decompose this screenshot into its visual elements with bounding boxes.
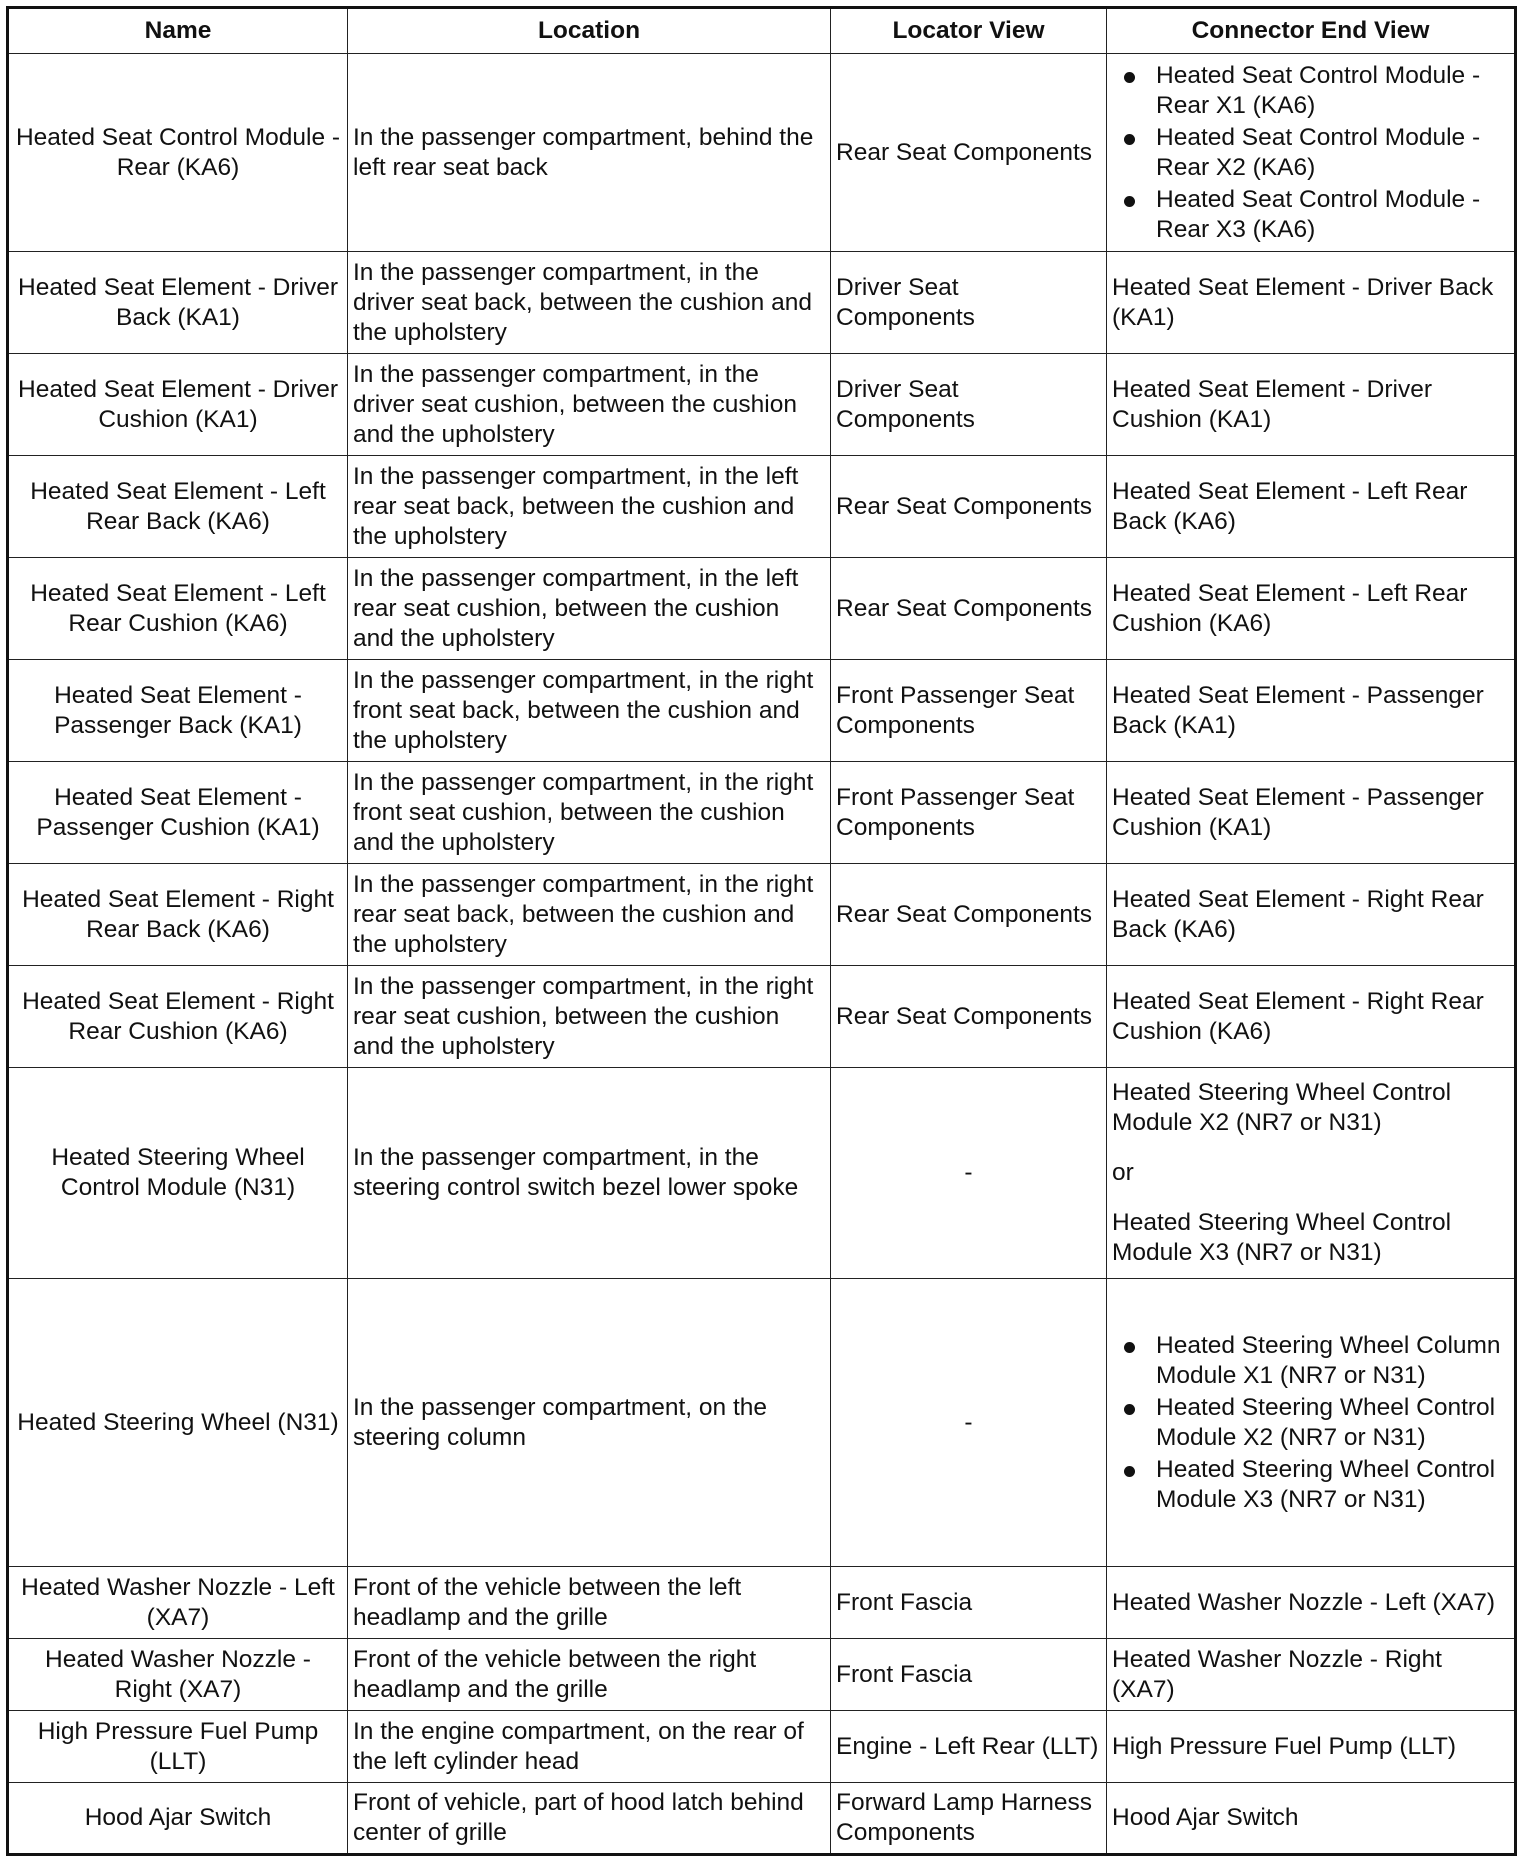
cell-name: Heated Seat Element - Left Rear Cushion (KA6) <box>8 558 348 660</box>
cell-connector-end-view: Heated Seat Element - Left Rear Cushion (KA6) <box>1107 558 1516 660</box>
cell-name: Heated Seat Element - Passenger Cushion (KA1) <box>8 762 348 864</box>
connector-list-item: Heated Steering Wheel Column Module X1 (NR7 or N31) <box>1156 1331 1509 1391</box>
cell-connector-end-view: Heated Seat Element - Passenger Cushion (KA1) <box>1107 762 1516 864</box>
cell-name: Heated Washer Nozzle - Left (XA7) <box>8 1567 348 1639</box>
cell-connector-end-view: Heated Washer Nozzle - Left (XA7) <box>1107 1567 1516 1639</box>
cell-locator-view: Rear Seat Components <box>831 558 1107 660</box>
cell-location: In the passenger compartment, in the right rear seat cushion, between the cushion and the upholstery <box>348 966 831 1068</box>
cell-connector-end-view <box>1107 1068 1516 1279</box>
cell-locator-view: Front Passenger Seat Components <box>831 762 1107 864</box>
connector-or-text: or <box>1112 1159 1134 1186</box>
connector-list <box>1112 1331 1509 1515</box>
table-row <box>8 1711 1516 1783</box>
cell-name: Hood Ajar Switch <box>8 1783 348 1855</box>
table-row <box>8 252 1516 354</box>
table-row <box>8 1279 1516 1567</box>
header-name: Name <box>8 8 348 54</box>
cell-connector-end-view: Heated Seat Element - Left Rear Back (KA6) <box>1107 456 1516 558</box>
cell-location: In the passenger compartment, in the right front seat back, between the cushion and the upholstery <box>348 660 831 762</box>
cell-name: Heated Washer Nozzle - Right (XA7) <box>8 1639 348 1711</box>
cell-name: Heated Seat Element - Driver Cushion (KA1) <box>8 354 348 456</box>
cell-connector-end-view: Heated Seat Element - Right Rear Back (KA6) <box>1107 864 1516 966</box>
cell-location: In the passenger compartment, in the driver seat cushion, between the cushion and the upholstery <box>348 354 831 456</box>
cell-name: Heated Seat Control Module - Rear (KA6) <box>8 54 348 252</box>
table-row <box>8 1783 1516 1855</box>
table-row <box>8 1068 1516 1279</box>
cell-locator-view: Front Passenger Seat Components <box>831 660 1107 762</box>
connector-list <box>1112 61 1509 245</box>
cell-location: In the passenger compartment, in the steering control switch bezel lower spoke <box>348 1068 831 1279</box>
table-row <box>8 660 1516 762</box>
cell-connector-end-view <box>1107 1279 1516 1567</box>
connector-list-item: Heated Seat Control Module - Rear X3 (KA6) <box>1156 185 1509 245</box>
cell-locator-view: Rear Seat Components <box>831 864 1107 966</box>
cell-connector-end-view: Heated Seat Element - Driver Cushion (KA1) <box>1107 354 1516 456</box>
cell-locator-view: - <box>831 1279 1107 1567</box>
cell-connector-end-view: Heated Seat Element - Driver Back (KA1) <box>1107 252 1516 354</box>
cell-name: Heated Seat Element - Left Rear Back (KA6) <box>8 456 348 558</box>
cell-connector-end-view: Heated Seat Element - Right Rear Cushion (KA6) <box>1107 966 1516 1068</box>
cell-location: Front of vehicle, part of hood latch behind center of grille <box>348 1783 831 1855</box>
cell-connector-end-view: Heated Washer Nozzle - Right (XA7) <box>1107 1639 1516 1711</box>
cell-name: Heated Seat Element - Passenger Back (KA1) <box>8 660 348 762</box>
component-locator-table <box>6 6 1517 1856</box>
cell-connector-end-view <box>1107 54 1516 252</box>
cell-name: High Pressure Fuel Pump (LLT) <box>8 1711 348 1783</box>
cell-locator-view: Driver Seat Components <box>831 252 1107 354</box>
connector-list-item: Heated Seat Control Module - Rear X1 (KA6) <box>1156 61 1509 121</box>
cell-locator-view: Forward Lamp Harness Components <box>831 1783 1107 1855</box>
cell-locator-view: Engine - Left Rear (LLT) <box>831 1711 1107 1783</box>
cell-connector-end-view: High Pressure Fuel Pump (LLT) <box>1107 1711 1516 1783</box>
cell-location: Front of the vehicle between the right headlamp and the grille <box>348 1639 831 1711</box>
header-locator-view: Locator View <box>831 8 1107 54</box>
connector-list-item: Heated Steering Wheel Control Module X3 (NR7 or N31) <box>1156 1455 1509 1515</box>
connector-list-item: Heated Steering Wheel Control Module X2 (NR7 or N31) <box>1156 1393 1509 1453</box>
cell-name: Heated Steering Wheel (N31) <box>8 1279 348 1567</box>
table-row <box>8 456 1516 558</box>
cell-locator-view: Front Fascia <box>831 1639 1107 1711</box>
cell-locator-view: Rear Seat Components <box>831 966 1107 1068</box>
table-row <box>8 1639 1516 1711</box>
cell-name: Heated Seat Element - Right Rear Cushion (KA6) <box>8 966 348 1068</box>
table-row <box>8 54 1516 252</box>
connector-option: Heated Steering Wheel Control Module X2 (NR7 or N31) <box>1112 1079 1452 1136</box>
table-row <box>8 1567 1516 1639</box>
cell-location: In the passenger compartment, on the steering column <box>348 1279 831 1567</box>
cell-location: In the passenger compartment, in the left rear seat cushion, between the cushion and the upholstery <box>348 558 831 660</box>
header-location: Location <box>348 8 831 54</box>
table-row <box>8 966 1516 1068</box>
cell-connector-end-view: Heated Seat Element - Passenger Back (KA1) <box>1107 660 1516 762</box>
cell-locator-view: Rear Seat Components <box>831 54 1107 252</box>
cell-location: In the passenger compartment, behind the left rear seat back <box>348 54 831 252</box>
cell-locator-view: Driver Seat Components <box>831 354 1107 456</box>
cell-location: Front of the vehicle between the left headlamp and the grille <box>348 1567 831 1639</box>
connector-option: Heated Steering Wheel Control Module X3 (NR7 or N31) <box>1112 1209 1452 1266</box>
component-locator-table-container <box>6 6 1517 1856</box>
cell-locator-view: - <box>831 1068 1107 1279</box>
cell-location: In the passenger compartment, in the right rear seat back, between the cushion and the upholstery <box>348 864 831 966</box>
cell-name: Heated Seat Element - Driver Back (KA1) <box>8 252 348 354</box>
cell-location: In the passenger compartment, in the left rear seat back, between the cushion and the upholstery <box>348 456 831 558</box>
cell-locator-view: Rear Seat Components <box>831 456 1107 558</box>
connector-list-item: Heated Seat Control Module - Rear X2 (KA6) <box>1156 123 1509 183</box>
header-connector-end-view: Connector End View <box>1107 8 1516 54</box>
table-row <box>8 762 1516 864</box>
cell-name: Heated Seat Element - Right Rear Back (KA6) <box>8 864 348 966</box>
cell-location: In the passenger compartment, in the driver seat back, between the cushion and the upholstery <box>348 252 831 354</box>
cell-location: In the passenger compartment, in the right front seat cushion, between the cushion and the upholstery <box>348 762 831 864</box>
cell-location: In the engine compartment, on the rear of the left cylinder head <box>348 1711 831 1783</box>
header-row <box>8 8 1516 54</box>
cell-connector-end-view: Hood Ajar Switch <box>1107 1783 1516 1855</box>
table-row <box>8 864 1516 966</box>
cell-locator-view: Front Fascia <box>831 1567 1107 1639</box>
table-row <box>8 558 1516 660</box>
cell-name: Heated Steering Wheel Control Module (N31) <box>8 1068 348 1279</box>
table-row <box>8 354 1516 456</box>
